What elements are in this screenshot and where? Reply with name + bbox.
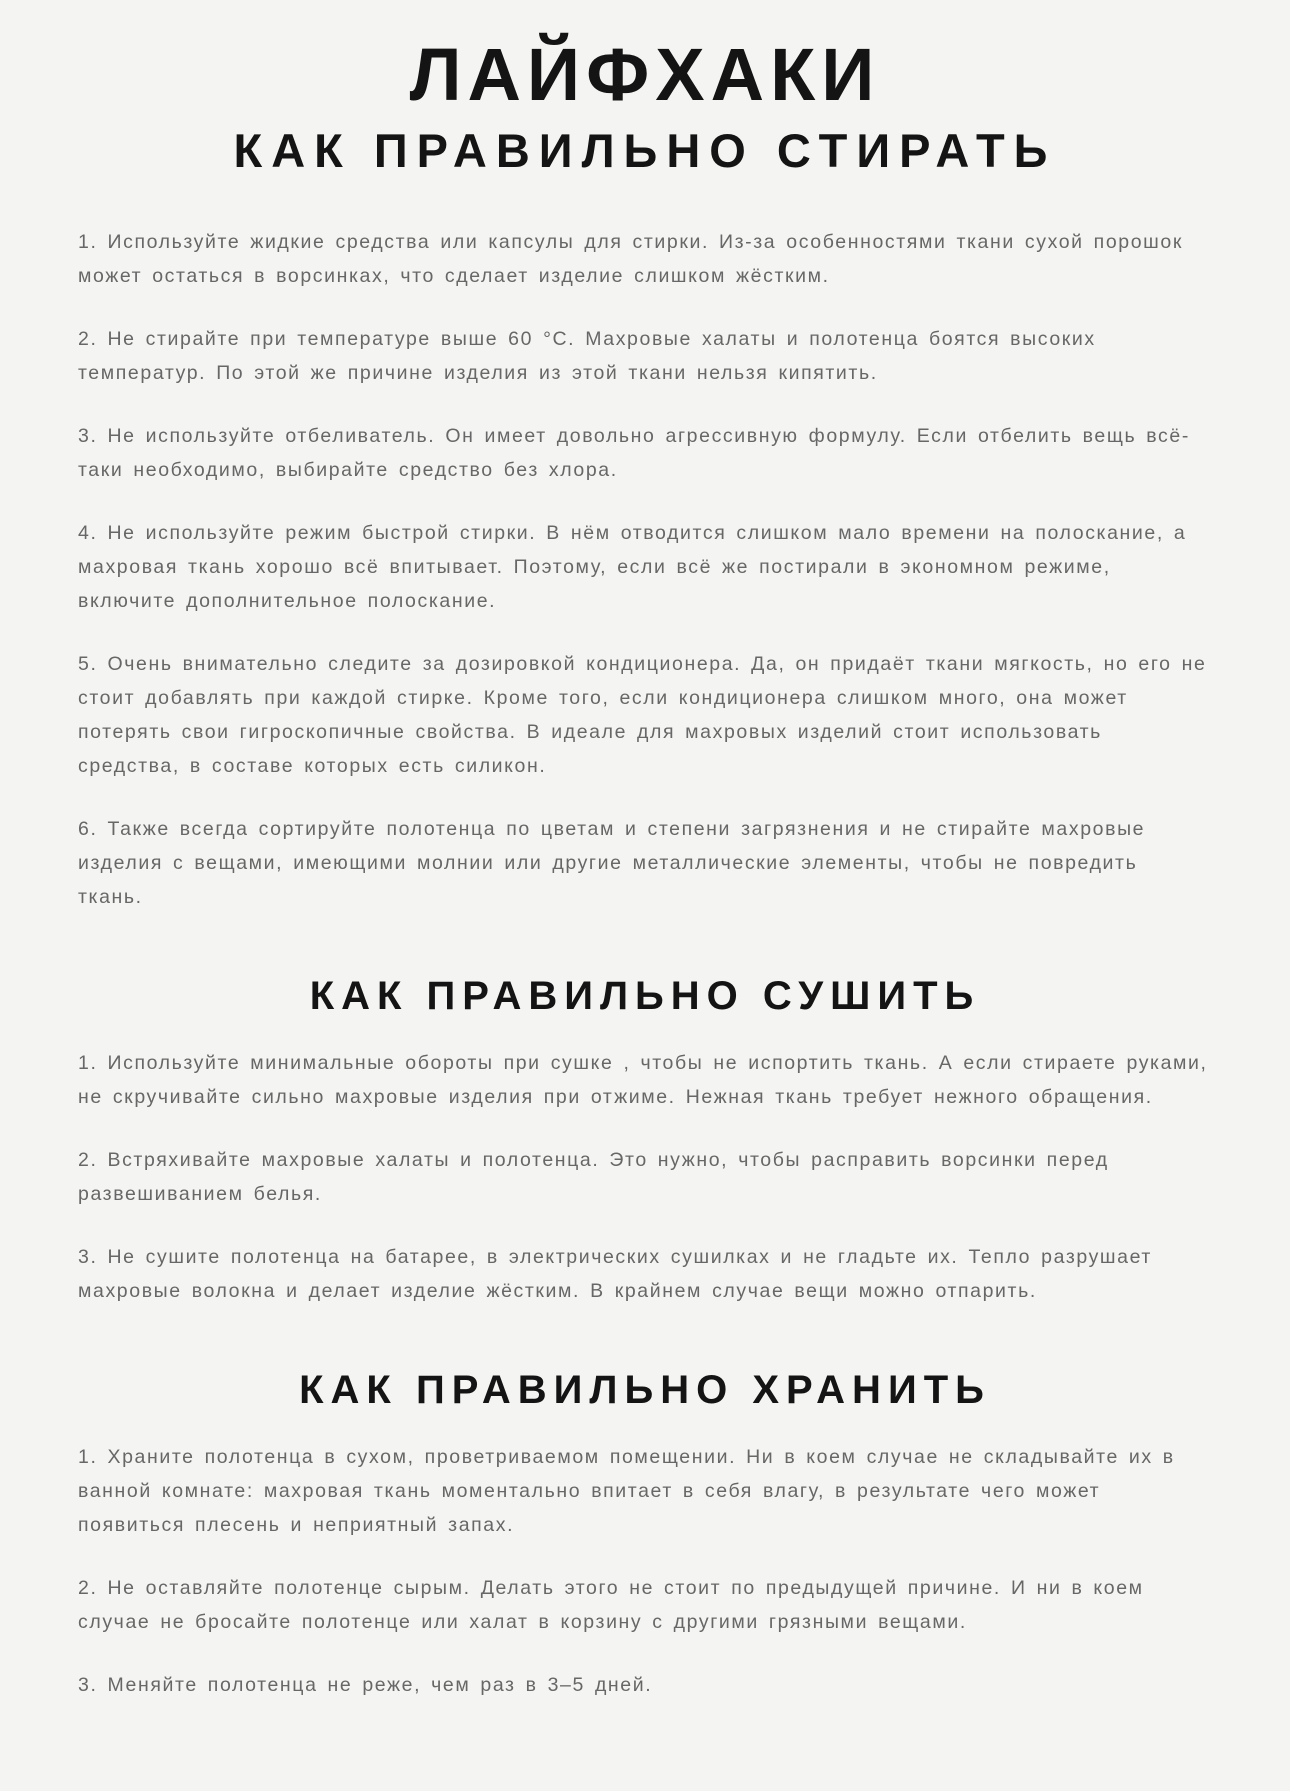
- drying-tip-1: 1. Используйте минимальные обороты при сушке , чтобы не испортить ткань. А если стираете руками, не скручивайте сильно махровые изделия при отжиме. Нежная ткань требует нежного обращения.: [78, 1052, 1208, 1109]
- washing-tip-3: 3. Не используйте отбеливатель. Он имеет довольно агрессивную формулу. Если отбелить вещь всё-таки необходимо, выбирайте средство без хлора.: [78, 425, 1190, 482]
- storing-tip-3: 3. Меняйте полотенца не реже, чем раз в 3–5 дней.: [78, 1674, 653, 1697]
- drying-tip-2: 2. Встряхивайте махровые халаты и полотенца. Это нужно, чтобы расправить ворсинки перед развешиванием белья.: [78, 1149, 1109, 1206]
- section-storing: [78, 1440, 1212, 1702]
- washing-tip-1: 1. Используйте жидкие средства или капсулы для стирки. Из-за особенностями ткани сухой порошок может остаться в ворсинках, что сделает изделие слишком жёстким.: [78, 231, 1183, 288]
- drying-tip-3: 3. Не сушите полотенца на батарее, в электрических сушилках и не гладьте их. Тепло разрушает махровые волокна и делает изделие жёстким. В крайнем случае вещи можно отпарить.: [78, 1246, 1152, 1303]
- washing-tip-5: 5. Очень внимательно следите за дозировкой кондиционера. Да, он придаёт ткани мягкость, но его не стоит добавлять при каждой стирке. Кроме того, если кондиционера слишком много, она может потерять свои гигроскопичные свойства. В идеале для махровых изделий стоит использовать средства, в составе которых есть силикон.: [78, 653, 1207, 778]
- washing-tip-2: 2. Не стирайте при температуре выше 60 °C. Махровые халаты и полотенца боятся высоких температур. По этой же причине изделия из этой ткани нельзя кипятить.: [78, 328, 1096, 385]
- document-title: ЛАЙФХАКИ: [409, 33, 881, 116]
- section-washing: [78, 225, 1212, 914]
- section-heading-storing: КАК ПРАВИЛЬНО ХРАНИТЬ: [299, 1368, 991, 1413]
- section-heading-washing: КАК ПРАВИЛЬНО СТИРАТЬ: [233, 124, 1057, 178]
- section-heading-drying: КАК ПРАВИЛЬНО СУШИТЬ: [309, 974, 981, 1019]
- section-drying: [78, 1046, 1212, 1308]
- washing-tip-6: 6. Также всегда сортируйте полотенца по цветам и степени загрязнения и не стирайте махровые изделия с вещами, имеющими молнии или другие металлические элементы, чтобы не повредить ткань.: [78, 818, 1146, 909]
- storing-tip-1: 1. Храните полотенца в сухом, проветриваемом помещении. Ни в коем случае не складывайте их в ванной комнате: махровая ткань моментально впитает в себя влагу, в результате чего может появиться плесень и неприятный запах.: [78, 1446, 1175, 1537]
- storing-tip-2: 2. Не оставляйте полотенце сырым. Делать этого не стоит по предыдущей причине. И ни в коем случае не бросайте полотенце или халат в корзину с другими грязными вещами.: [78, 1577, 1144, 1634]
- washing-tip-4: 4. Не используйте режим быстрой стирки. В нём отводится слишком мало времени на полоскание, а махровая ткань хорошо всё впитывает. Поэтому, если всё же постирали в экономном режиме, включите дополнительное полоскание.: [78, 522, 1187, 613]
